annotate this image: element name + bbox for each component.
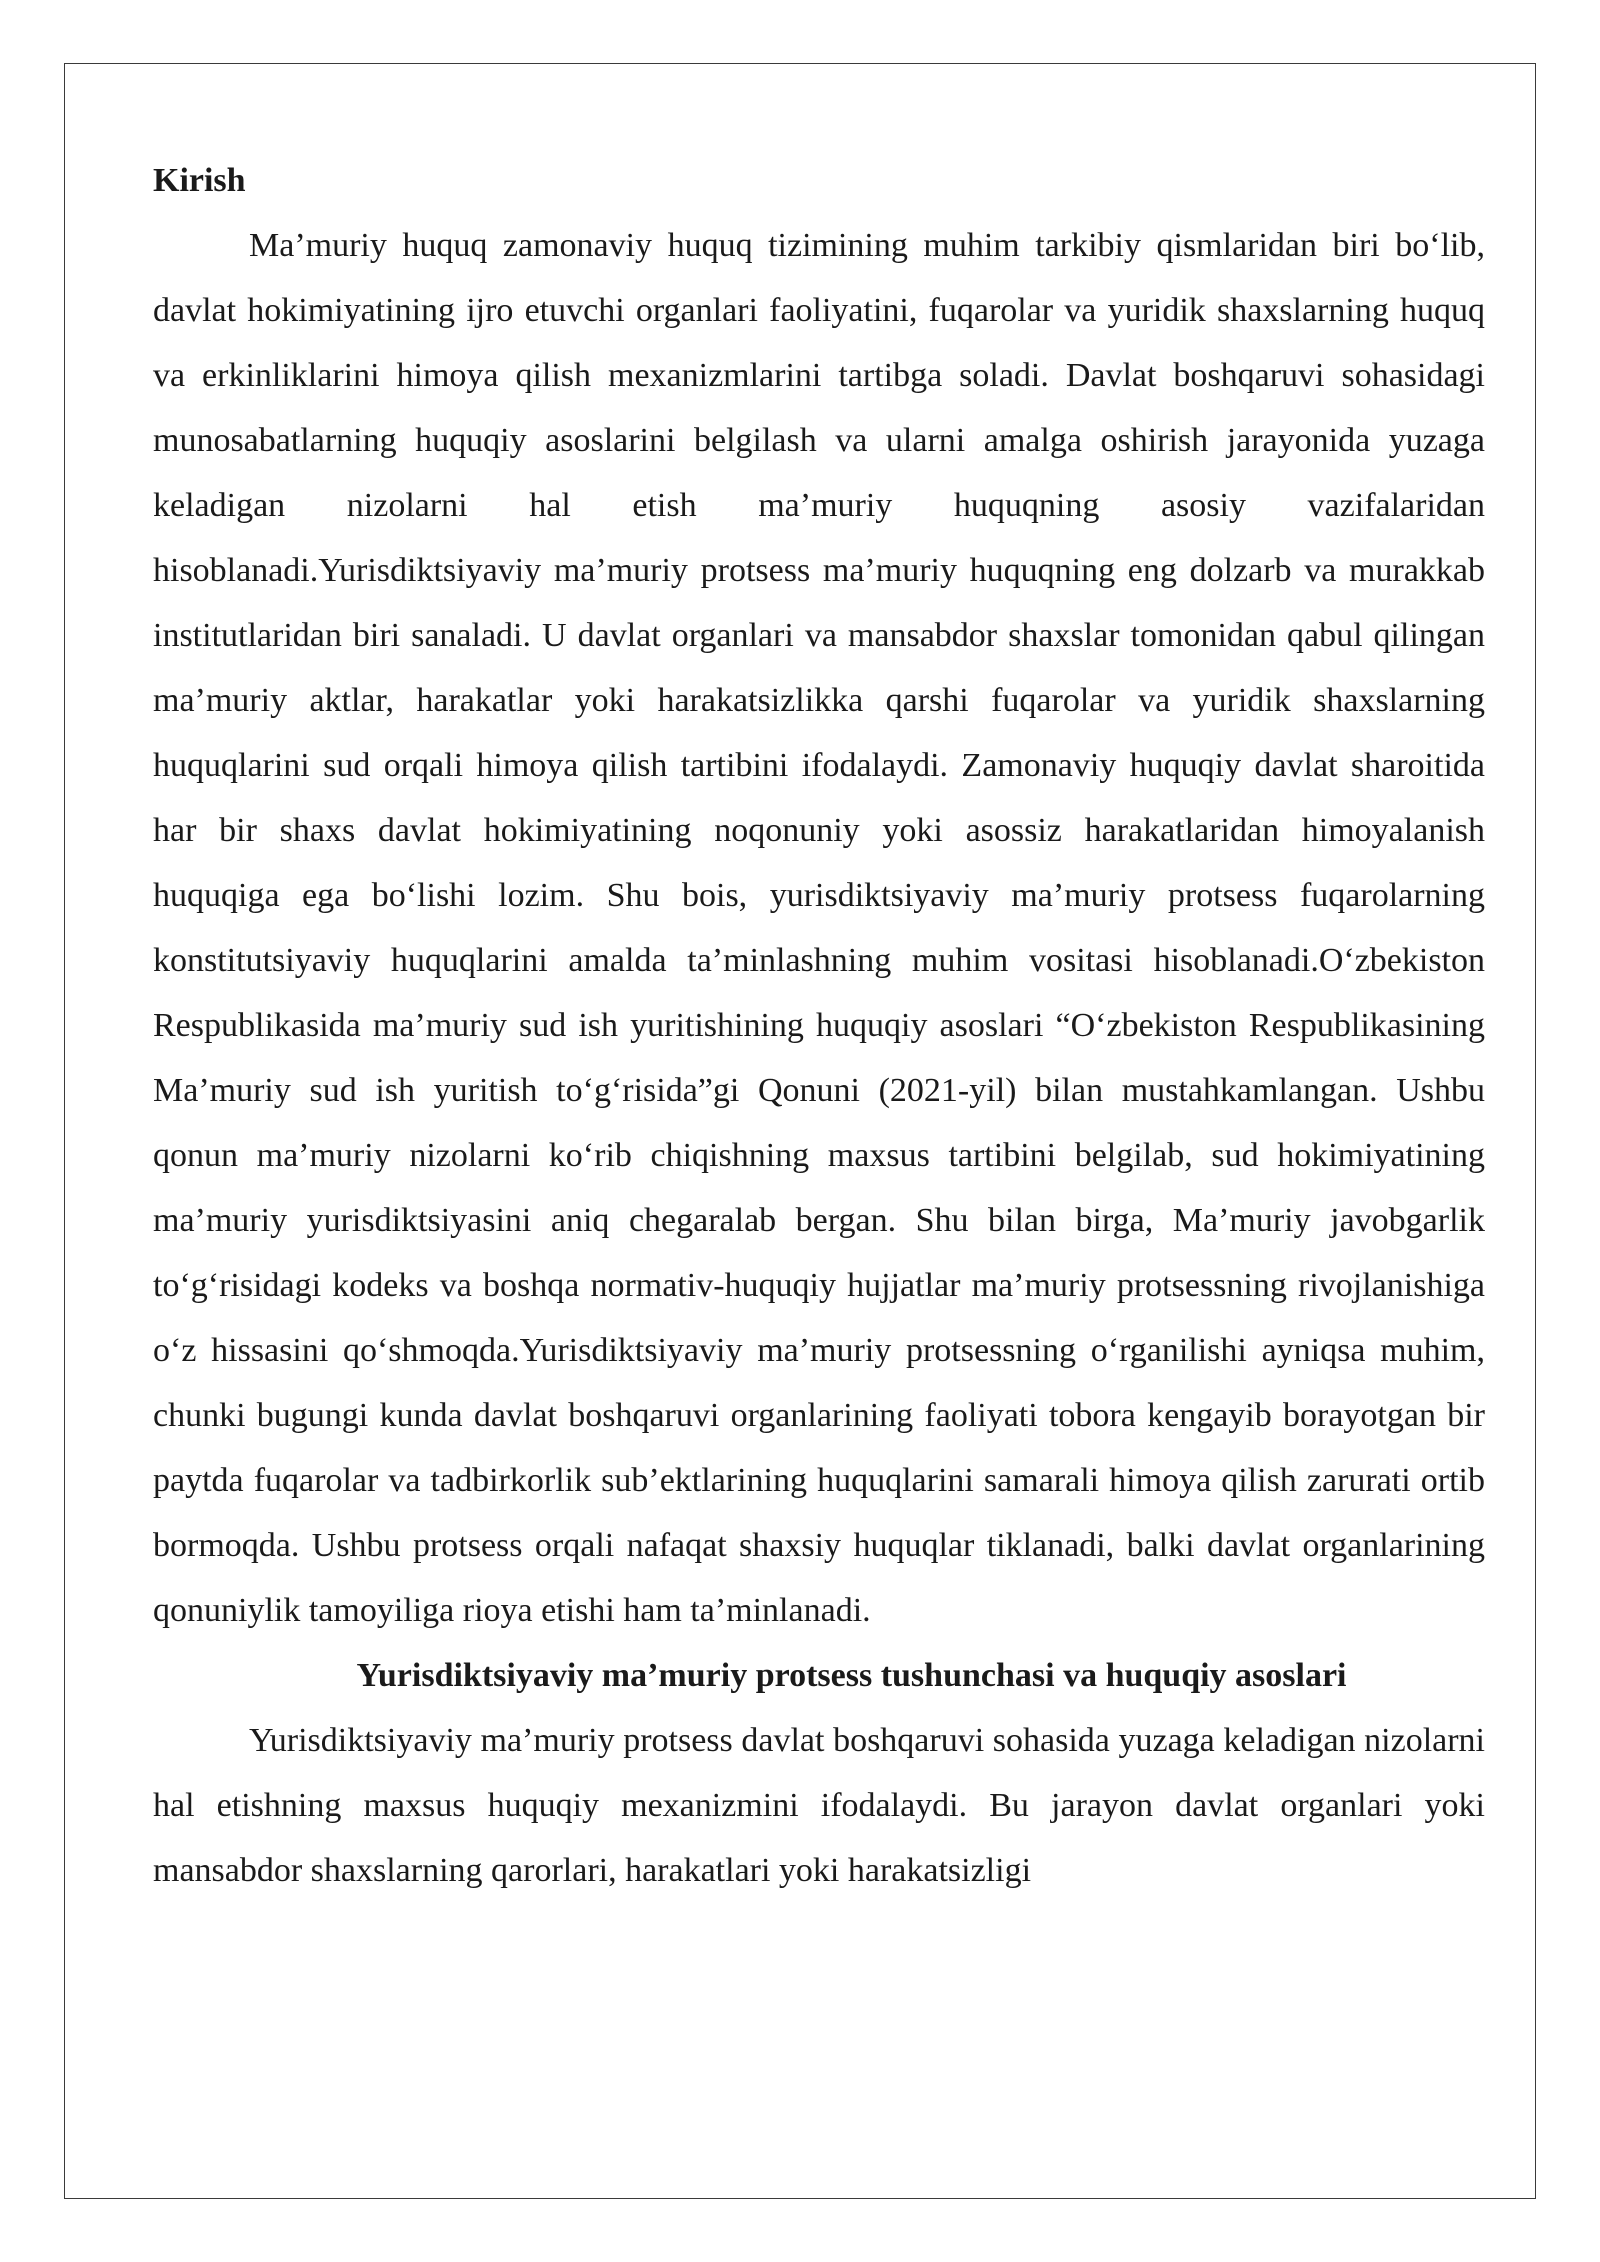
intro-paragraph: Ma’muriy huquq zamonaviy huquq tizimining muhim tarkibiy qismlaridan biri bo‘lib, davlat hokimiyatining ijro etuvchi organlari faoliyatini, fuqarolar va yuridik shaxslarning huquq va erkinliklarini himoya qilish mexanizmlarini tartibga soladi. Davlat boshqaruvi sohasidagi munosabatlarning huquqiy asoslarini belgilash va ularni amalga oshirish jarayonida yuzaga keladigan nizolarni hal etish ma’muriy huquqning asosiy vazifalaridan hisoblanadi.Yurisdiktsiyaviy ma’muriy protsess ma’muriy huquqning eng dolzarb va murakkab institutlaridan biri sanaladi. U davlat organlari va mansabdor shaxslar tomonidan qabul qilingan ma’muriy aktlar, harakatlar yoki harakatsizlikka qarshi fuqarolar va yuridik shaxslarning huquqlarini sud orqali himoya qilish tartibini ifodalaydi. Zamonaviy huquqiy davlat sharoitida har bir shaxs davlat hokimiyatining noqonuniy yoki asossiz harakatlaridan himoyalanish huquqiga ega bo‘lishi lozim. Shu bois, yurisdiktsiyaviy ma’muriy protsess fuqarolarning konstitutsiyaviy huquqlarini amalda ta’minlashning muhim vositasi hisoblanadi.O‘zbekiston Respublikasida ma’muriy sud ish yuritishining huquqiy asoslari “O‘zbekiston Respublikasining Ma’muriy sud ish yuritish to‘g‘risida”gi Qonuni (2021-yil) bilan mustahkamlangan. Ushbu qonun ma’muriy nizolarni ko‘rib chiqishning maxsus tartibini belgilab, sud hokimiyatining ma’muriy yurisdiktsiyasini aniq chegaralab bergan. Shu bilan birga, Ma’muriy javobgarlik to‘g‘risidagi kodeks va boshqa normativ-huquqiy hujjatlar ma’muriy protsessning rivojlanishiga o‘z hissasini qo‘shmoqda.Yurisdiktsiyaviy ma’muriy protsessning o‘rganilishi ayniqsa muhim, chunki bugungi kunda davlat boshqaruvi organlarining faoliyati tobora kengayib borayotgan bir paytda fuqarolar va tadbirkorlik sub’ektlarining huquqlarini samarali himoya qilish zarurati ortib bormoqda. Ushbu protsess orqali nafaqat shaxsiy huquqlar tiklanadi, balki davlat organlarining qonuniylik tamoyiliga rioya etishi ham ta’minlanadi. bbox=[153, 227, 1485, 1629]
document-body bbox=[153, 148, 1485, 1903]
section-paragraph: Yurisdiktsiyaviy ma’muriy protsess davlat boshqaruvi sohasida yuzaga keladigan nizolarni hal etishning maxsus huquqiy mexanizmini ifodalaydi. Bu jarayon davlat organlari yoki mansabdor shaxslarning qarorlari, harakatlari yoki harakatsizligi bbox=[153, 1722, 1485, 1889]
section-heading: Yurisdiktsiyaviy ma’muriy protsess tushunchasi va huquqiy asoslari bbox=[356, 1657, 1347, 1694]
intro-heading: Kirish bbox=[153, 162, 246, 199]
section-paragraph-container bbox=[153, 1708, 1485, 1903]
